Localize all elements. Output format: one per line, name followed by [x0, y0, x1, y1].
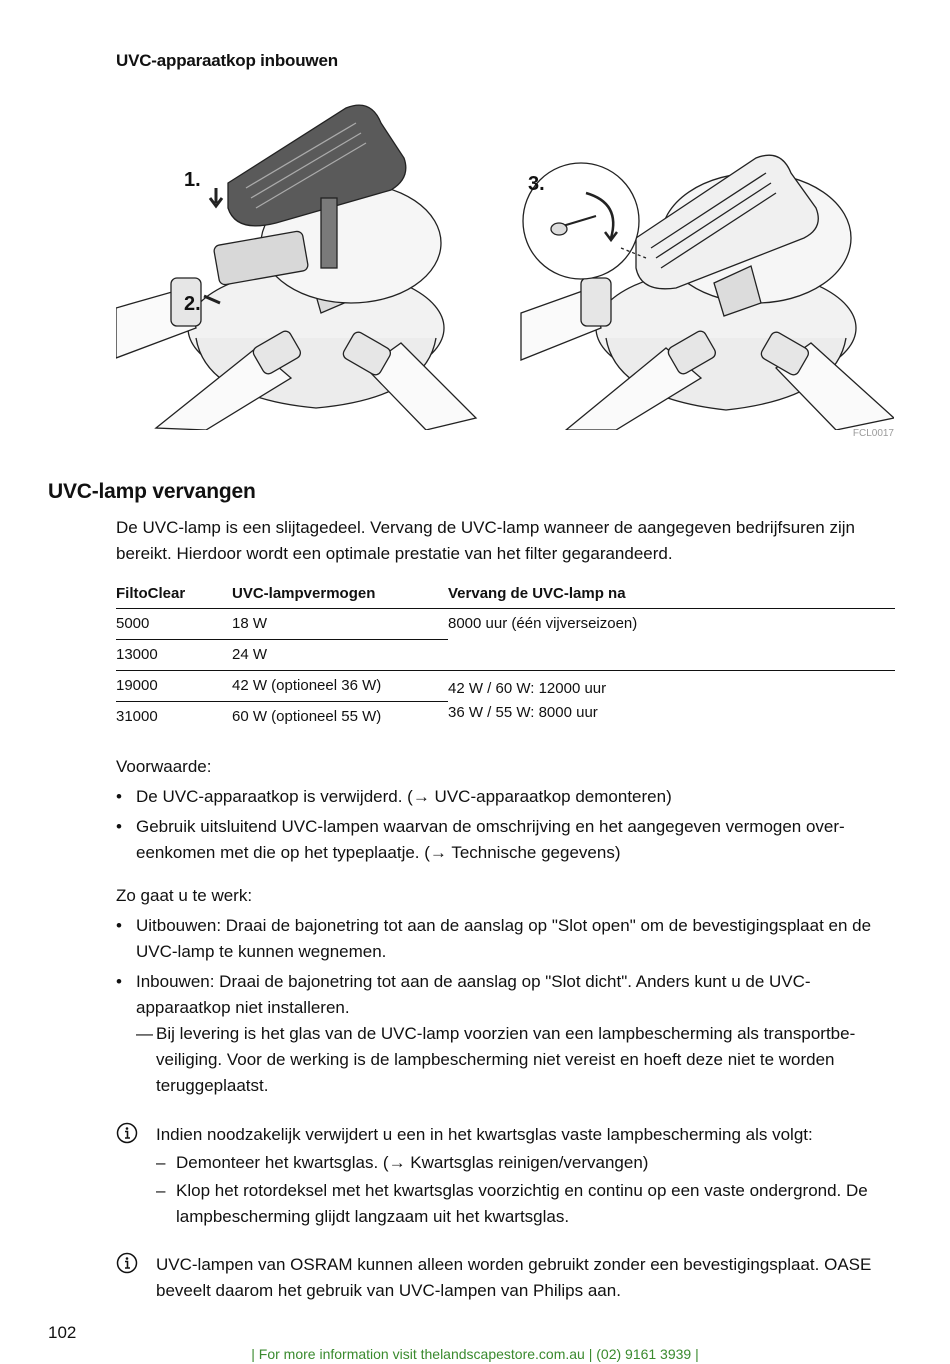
- table-cell: 42 W (optioneel 36 W): [232, 671, 448, 702]
- table-cell: 60 W (optioneel 55 W): [232, 702, 448, 733]
- table-cell: 18 W: [232, 615, 268, 632]
- table-cell: [448, 671, 895, 733]
- replace-line: 42 W / 60 W: 12000 uur: [448, 680, 607, 697]
- procedure: [116, 883, 896, 1099]
- section-title: UVC-lamp vervangen: [48, 480, 256, 503]
- intro-paragraph: De UVC-lamp is een slijtagedeel. Vervang de UVC-lamp wanneer de aangegeven bedrijfsuren zijn bereikt. Hierdoor wordt een optimale prestatie van het filter gegarandeerd.: [116, 518, 855, 563]
- lamp-table: [116, 580, 895, 733]
- note-text: UVC-lampen van OSRAM kunnen alleen worden gebruikt zonder een bevestigingsplaat. OASE beveelt daarom het gebruik van UVC-lampen van Philips aan.: [156, 1255, 872, 1300]
- table-cell: 5000: [116, 615, 150, 632]
- replace-line: 36 W / 55 W: 8000 uur: [448, 704, 598, 721]
- table-cell: 19000: [116, 671, 232, 702]
- dash-marker: —: [136, 1024, 153, 1043]
- table-cell: 31000: [116, 702, 232, 733]
- installation-illustration: [116, 98, 894, 430]
- step-2-label: 2.: [184, 293, 201, 315]
- dash-marker: –: [156, 1181, 166, 1200]
- procedure-label: Zo gaat u te werk:: [116, 886, 253, 905]
- table-row: [116, 671, 895, 702]
- prerequisites: [116, 754, 896, 866]
- dash-marker: –: [156, 1153, 166, 1172]
- table-cell: 24 W: [232, 640, 448, 671]
- info-note-1: [116, 1122, 906, 1230]
- table-row: [116, 609, 895, 640]
- sub-list-item: [116, 1150, 906, 1176]
- list-item: • De UVC-apparaatkop is verwijderd. (→ UVC-apparaatkop demonteren): [116, 784, 896, 810]
- figure-code: FCL0017: [852, 428, 894, 439]
- sub-item-text: Bij levering is het glas van de UVC-lamp voorzien van een lampbescherming als transportbe-veiliging. Voor de werking is de lampbescherming niet vereist en hoeft deze niet te worden teruggeplaatst.: [156, 1024, 856, 1095]
- sub-item-text: Klop het rotordeksel met het kwartsglas voorzichtig en continu op een vaste ondergrond. De lampbescherming glijdt langzaam uit het kwartsglas.: [176, 1181, 868, 1226]
- sub-list-item: [116, 1021, 896, 1099]
- page-number: 102: [48, 1323, 77, 1342]
- note-text: Indien noodzakelijk verwijdert u een in het kwartsglas vaste lampbescherming als volgt:: [156, 1125, 813, 1144]
- list-item: • Uitbouwen: Draai de bajonetring tot aan de aanslag op "Slot open" om de bevestigingsplaat en de UVC-lamp te kunnen wegnemen.: [116, 913, 896, 965]
- table-header: Vervang de UVC-lamp na: [448, 580, 895, 609]
- sub-list-item: [116, 1178, 906, 1230]
- info-icon: [116, 1122, 138, 1144]
- table-cell: 13000: [116, 640, 232, 671]
- table-header: FiltoClear: [116, 580, 232, 609]
- table-header: UVC-lampvermogen: [232, 580, 448, 609]
- list-item: • Inbouwen: Draai de bajonetring tot aan de aanslag op "Slot dicht". Anders kunt u de UVC-apparaatkop niet installeren.: [116, 969, 896, 1021]
- footer-link[interactable]: | For more information visit thelandscapestore.com.au | (02) 9161 3939 |: [251, 1346, 699, 1362]
- table-cell: 8000 uur (één vijverseizoen): [448, 615, 638, 632]
- prereq-label: Voorwaarde:: [116, 757, 212, 776]
- info-note-2: [116, 1252, 906, 1304]
- step-3-label: 3.: [528, 173, 545, 195]
- sub-item-text: Demonteer het kwartsglas. (→ Kwartsglas reinigen/vervangen): [176, 1153, 649, 1172]
- step-1-label: 1.: [184, 169, 201, 191]
- section-subtitle: UVC-apparaatkop inbouwen: [116, 51, 338, 70]
- info-icon: [116, 1252, 138, 1274]
- list-item: • Gebruik uitsluitend UVC-lampen waarvan de omschrijving en het aangegeven vermogen over-eenkomen met die op het typeplaatje. (→ Technische gegevens): [116, 814, 896, 866]
